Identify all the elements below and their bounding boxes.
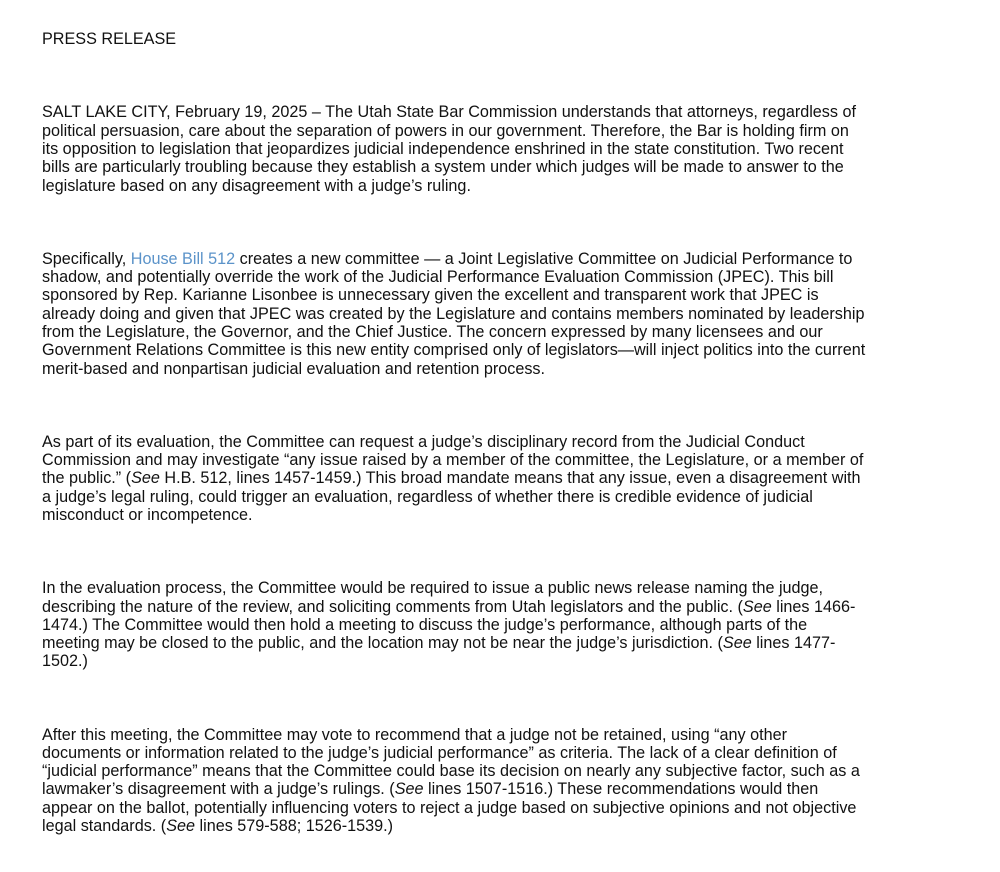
paragraph-house-bill: Specifically, House Bill 512 creates a new committee — a Joint Legislative Committee on Judicial Performance to shadow, and potentially override the work of the Judicial Performance Evaluation Commission (JPEC). This bill sponsored by Rep. Karianne Lisonbee is unnecessary given the excellent and transparent work that JPEC is already doing and given that JPEC was created by the Legislature and contains members nominated by leadership from the Legislature, the Governor, and the Chief Justice. The concern expressed by many licensees and our Government Relations Committee is this new entity comprised only of legislators—will inject politics into the current merit-based and nonpartisan judicial evaluation and retention process. <box>42 249 866 378</box>
paragraph-evaluation: As part of its evaluation, the Committee can request a judge’s disciplinary record from the Judicial Conduct Commission and may investigate “any issue raised by a member of the committee, the Legislature, or a member of the public.” (See H.B. 512, lines 1457-1459.) This broad mandate means that any issue, even a disagreement with a judge’s legal ruling, could trigger an evaluation, regardless of whether there is credible evidence of judicial misconduct or incompetence. <box>42 432 864 525</box>
see-citation: See <box>742 597 772 616</box>
house-bill-512-link[interactable]: House Bill 512 <box>130 249 236 268</box>
see-citation: See <box>166 817 195 836</box>
paragraph-intro: SALT LAKE CITY, February 19, 2025 – The Utah State Bar Commission understands that attorneys, regardless of political persuasion, care about the separation of powers in our government. Therefore, the Bar is holding firm on its opposition to legislation that jeopardizes judicial independence enshrined in the state constitution. Two recent bills are particularly troubling because they establish a system under which judges will be made to answer to the legislature based on any disagreement with a judge’s ruling. <box>42 103 856 195</box>
see-citation: See <box>394 780 424 799</box>
see-citation: See <box>131 469 160 488</box>
see-citation: See <box>722 634 752 653</box>
press-release-heading: PRESS RELEASE <box>42 30 177 49</box>
paragraph-recommendation: After this meeting, the Committee may vote to recommend that a judge not be retained, using “any other documents or information related to the judge’s judicial performance” as criteria. The lack of a clear definition of “judicial performance” means that the Committee could base its decision on nearly any subjective factor, such as a lawmaker’s disagreement with a judge’s rulings. (See lines 1507-1516.) These recommendations would then appear on the ballot, potentially influencing voters to reject a judge based on subjective opinions and not objective legal standards. (See lines 579-588; 1526-1539.) <box>42 725 860 836</box>
paragraph-evaluation-process: In the evaluation process, the Committee would be required to issue a public news release naming the judge, describing the nature of the review, and soliciting comments from Utah legislators and the public. (See lines 1466- 1474.) The Committee would then hold a meeting to discuss the judge’s performance, although parts of the meeting may be closed to the public, and the location may not be near the judge’s jurisdiction. (See lines 1477- 1502.) <box>42 579 856 671</box>
press-release-document <box>42 12 922 872</box>
